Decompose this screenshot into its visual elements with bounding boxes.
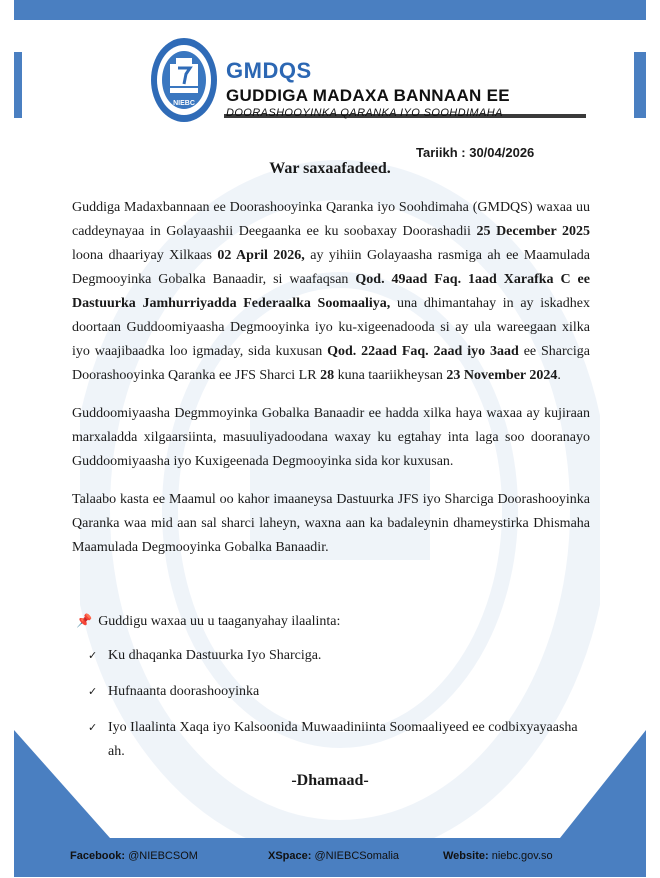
p1-text-6: kuna taariikheysan: [334, 368, 447, 383]
p1-text-7: .: [557, 368, 561, 383]
p1-bold-4: Qod. 22aad Faq. 2aad iyo 3aad: [327, 344, 519, 359]
paragraph-3: Talaabo kasta ee Maamul oo kahor imaaneysa Dastuurka JFS iyo Sharciga Doorashooyinka Qaranka waa mid aan sal sharci laheyn, waxna aan ka badaleynin dhameystirka Dhismaha Maamulada Degmooyinka Gobalka Banaadir.: [72, 492, 590, 555]
website-label: Website:: [443, 850, 489, 862]
list-item: [72, 644, 590, 668]
brand-block: [226, 58, 510, 119]
pushpin-icon: 📌: [76, 614, 93, 629]
list-item-text: Hufnaanta doorashooyinka: [108, 684, 260, 699]
list-item: [72, 680, 590, 704]
brand-abbr: GMDQS: [226, 58, 312, 83]
p1-text-5: ee Sharciga Doorashooyinka Qaranka ee JFS Sharci LR: [72, 344, 590, 383]
p1-bold-2: 02 April 2026,: [217, 248, 305, 263]
list-item-text: Iyo Ilaalinta Xaqa iyo Kalsoonida Muwaadiniinta Soomaaliyeed ee codbixyayaasha ah.: [108, 720, 578, 759]
niebc-logo: [148, 34, 220, 134]
list-item-text: Ku dhaqanka Dastuurka Iyo Sharciga.: [108, 648, 322, 663]
p1-bold-6: 23 November 2024: [446, 368, 558, 383]
p1-text-1: Guddiga Madaxbannaan ee Doorashooyinka Qaranka iyo Soohdimaha (GMDQS) waxaa uu caddeynayaa in Golayaashii Deegaanka ee ku soobaxay Doorashadii: [72, 200, 590, 239]
header-left-stripe: [14, 52, 22, 118]
closing-mark: -Dhamaad-: [291, 772, 369, 789]
facebook-handle[interactable]: @NIEBCSOM: [128, 850, 198, 862]
focus-intro: [76, 610, 590, 634]
x-handle[interactable]: @NIEBCSomalia: [314, 850, 400, 862]
facebook-label: Facebook:: [70, 850, 126, 862]
checkmark-icon: ✓: [88, 685, 98, 698]
p1-bold-1: 25 December 2025: [476, 224, 591, 239]
footer-facebook: [70, 850, 198, 862]
p1-bold-5: 28: [320, 368, 335, 383]
checkmark-icon: ✓: [88, 649, 98, 662]
footer-website: [443, 850, 553, 862]
p1-bold-3: Qod. 49aad Faq. 1aad Xarafka C ee Dastuurka Jamhurriyadda Federaalka Soomaaliya,: [72, 272, 590, 311]
p1-text-3: ay yihiin Golayaasha rasmiga ah ee Maamulada Degmooyinka Gobalka Banaadir, si waafaqsan: [72, 248, 591, 287]
header-right-stripe: [634, 52, 646, 118]
website-link[interactable]: niebc.gov.so: [491, 850, 553, 862]
paragraph-1: [72, 196, 590, 388]
logo-text: NIEBC: [173, 100, 195, 107]
checkmark-icon: ✓: [88, 721, 98, 734]
footer-bar: [0, 838, 660, 878]
p1-text-2: loona dhaariyay Xilkaas: [72, 248, 218, 263]
x-label: XSpace:: [268, 850, 312, 862]
date-label: Tariikh : 30/04/2026: [416, 145, 535, 160]
document-body: [72, 196, 590, 574]
focus-intro-text: Guddigu waxaa uu u taaganyahay ilaalinta:: [98, 614, 341, 629]
brand-subtitle: DOORASHOOYINKA QARANKA IYO SOOHDIMAHA: [226, 107, 503, 119]
p1-text-4: una dhimantahay in ay iskadhex doortaan Guddoomiyaasha Degmooyinka iyo ku-xigeenadooda si ay ula wareegaan xilka iyo waajibaadka loo igmaday, sida kuxusan: [72, 296, 590, 359]
document-title: War saxaafadeed.: [269, 160, 391, 177]
footer-x: [268, 850, 399, 862]
brand-name: GUDDIGA MADAXA BANNAAN EE: [226, 86, 510, 105]
top-color-band: [14, 0, 646, 20]
paragraph-2: Guddoomiyaasha Degmmoyinka Gobalka Banaadir ee hadda xilka haya waxaa ay kujiraan marxaladda xilgaarsiinta, masuuliyadoodana waxay ku egtahay inta laga soo dooranayo Guddoomiyaasha iyo Kuxigeenada Degmooyinka sida kor kuxusan.: [72, 406, 590, 469]
